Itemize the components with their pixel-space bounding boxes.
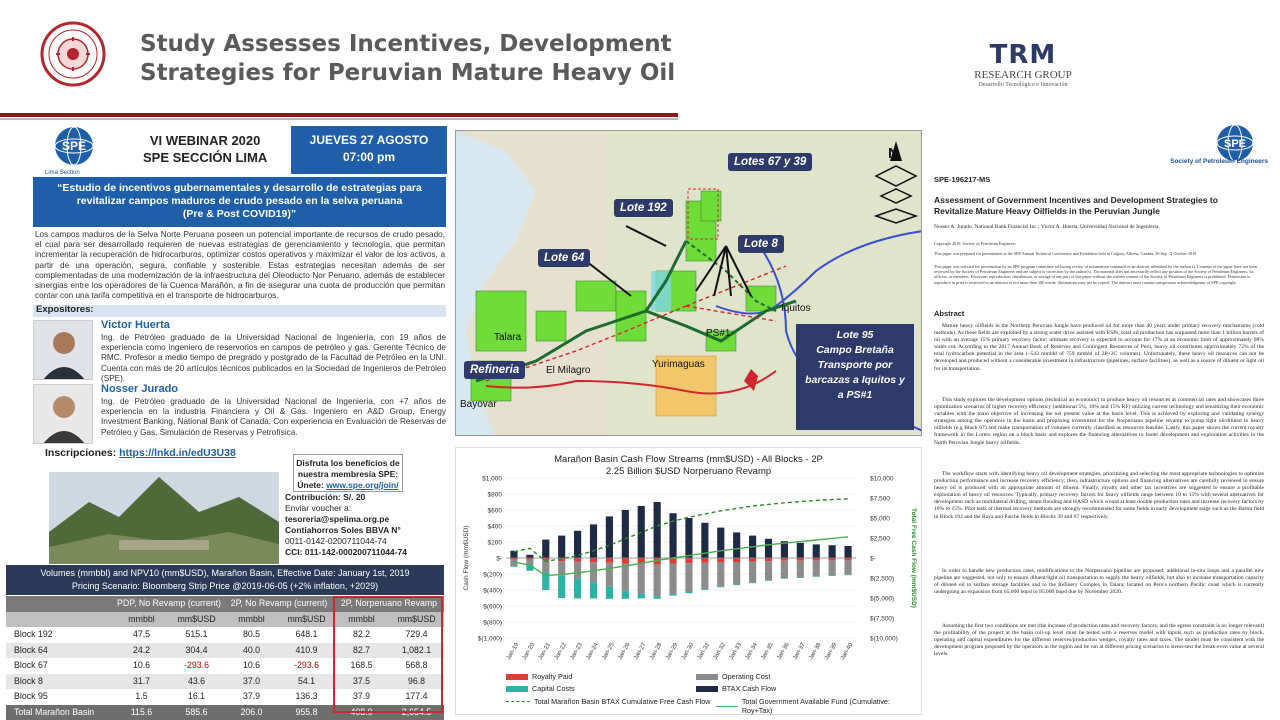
- paper-title: Assessment of Government Incentives and Development Strategies to Revitalize Mature Heavy Oilfields in the Peruvian Jungle: [934, 195, 1218, 216]
- y-tick-label: $(400): [483, 587, 502, 595]
- webinar-flyer: [33, 122, 446, 564]
- table-cell: -293.6: [184, 660, 209, 670]
- table-cell: 37.0: [242, 675, 261, 686]
- bar-opex: [669, 564, 676, 594]
- town-talara: Talara: [494, 332, 522, 343]
- y2-tick-label: $(5,000): [870, 595, 895, 603]
- bar-capex: [701, 589, 708, 590]
- bar-opex: [749, 562, 756, 583]
- x-tick-label: Jan-22: [553, 642, 569, 661]
- lote95-line-1: Lote 95: [836, 329, 874, 341]
- unit-header: mmbbl: [128, 613, 155, 624]
- bar-opex: [574, 562, 581, 579]
- x-tick-label: Jan-39: [824, 642, 839, 661]
- paper-authors: Nosser A. Jurado, National Bank Financial Inc.; Victor A. Huerta, Universidad Nacional de Ingenieria: [934, 224, 1159, 230]
- x-tick-label: Jan-26: [617, 642, 632, 661]
- x-tick-label: Jan-29: [664, 642, 680, 661]
- x-tick-label: Jan-19: [505, 642, 521, 661]
- spe-globe-icon: [49, 124, 99, 170]
- bar-opex: [558, 561, 565, 575]
- paper-paragraph: In order to handle new production rates, modifications to the Norperuano pipeline are proposed; additional in-situ loops and a parallel new pipeline are suggested, not only to ensure diluent/light oil transportation to supply the heavy oilfields, but also to increase transportation capacity of diluted oil to surface storage facilities and to the Refinery Complex in Talara; located on Peru's northern Pacific coast which is currently undergoing an expansion from 65,000 bopd to 95,000 bopd due by November 2020.: [934, 568, 1264, 596]
- bar-capex: [606, 587, 613, 599]
- table-cell: 410.9: [295, 644, 318, 655]
- paper-paragraph: Assuming the first two conditions are met (the increase of production rates and recovery factors, and the egress constraint is no longer relevant) the profitability of the project at the basin roll-up level must be tested with a reserves model with inputs such as production rates by block, operating and capital expenditures for the different reserves/production wedges, royalty rates and taxes. The model must be consistent with the development program proposed by the operators in the region and be run at different pricing scenarios to stress-test the break-even value at several levels.: [934, 623, 1264, 658]
- bar-royalty: [733, 558, 740, 562]
- pay-account: 0011-0142-0200711044-74: [285, 536, 387, 546]
- paper-copyright: Copyright 2019, Society of Petroleum Engineers: [934, 241, 1016, 246]
- paper-paragraph: The workflow starts with identifying heavy oil development strategies, prioritizing and selecting the most appropriate technologies to optimize production performance and increase recovery efficiency; then, infrastructure options and financing alternatives are carefully reviewed to ensure heavy oil is produced with an appropriate amount of diluent. Finally, royalty and other tax incentives are suggested to ensure a profitable exploitation of heavy oil resources. Typically, primary recovery factors for heavy oilfields range between 10 to 15% with several alternatives for development such as multilateral drilling, steam flooding and HASD which would at least double production rates and increase recovery factors by 10% to 15%. Pilot tests of thermal recovery methods are strongly recommended for some fields in early development stage such as the Bartra field in Block 192 and the Raya and Paiche fields in Blocks 39 and 67 respectively.: [934, 471, 1264, 520]
- speaker-1-name: Victor Huerta: [101, 319, 170, 331]
- table-cell: 37.5: [352, 675, 371, 686]
- table-cell: 304.4: [185, 644, 208, 655]
- table-cell: 37.9: [242, 691, 261, 701]
- trm-logo: [968, 42, 1078, 96]
- unit-header: mm$USD: [397, 613, 436, 624]
- table-cell: 16.1: [187, 691, 206, 701]
- title-line-1: Study Assesses Incentives, Development: [140, 31, 672, 57]
- topic-line-1: “Estudio de incentivos gubernamentales y desarrollo de estrategias para: [57, 182, 422, 194]
- legend-swatch: [696, 674, 718, 680]
- table-cell: 515.1: [185, 629, 208, 639]
- map-label-lote8: Lote 8: [738, 235, 784, 253]
- bar-royalty: [829, 558, 836, 560]
- map-label-lote192: Lote 192: [614, 199, 673, 217]
- map-label-lote64: Lote 64: [538, 249, 590, 267]
- paper-prepared: This paper was prepared for presentation at the SPE Annual Technical Conference and Exhibition held in Calgary, Alberta, Canada, 30 Sep - 2 October 2019.: [934, 251, 1198, 256]
- table-cell: 136.3: [295, 691, 318, 701]
- legend-opex: Operating Cost: [696, 672, 770, 681]
- highlight-box: [333, 596, 443, 713]
- speaker-1-bio: Ing. de Petróleo graduado de la Universidad Nacional de Ingeniería, con 19 años de experiencia como ingeniero de reservorios en campos de petróleo y gas. Gerente Técnico de RMC. Profesor a medio tiempo de pregrado y postgrado de la Facultad de Petróleo en la UNI. Cuenta con más de 20 artículos técnicos publicados en la Sociedad de Ingenieros de Petróleo (SPE).: [101, 333, 446, 383]
- table-cell: 10.6: [242, 660, 261, 670]
- bar-opex: [844, 560, 851, 574]
- y2-tick-label: $-: [870, 555, 876, 563]
- bar-royalty: [813, 558, 820, 560]
- y2-tick-label: $(2,500): [870, 575, 895, 583]
- x-tick-label: Jan-33: [728, 642, 744, 661]
- group-header-2: 2P, No Revamp (current): [230, 598, 328, 608]
- map-label-lote95: [796, 324, 914, 430]
- x-tick-label: Jan-21: [537, 642, 553, 661]
- webinar-date: [291, 126, 447, 174]
- lote95-line-4: barcazas a Iquitos y: [805, 374, 905, 386]
- y-tick-label: $800: [487, 491, 502, 499]
- table-cell: 585.6: [185, 706, 208, 717]
- pay-email: tesoreria@spelima.org.pe: [285, 514, 390, 524]
- machu-picchu-photo: [49, 472, 279, 564]
- lote95-line-5: a PS#1: [837, 389, 873, 401]
- registration-label: Inscripciones:: [45, 447, 117, 459]
- y-tick-label: $1,000: [482, 475, 502, 483]
- table-cell: 115.6: [130, 706, 153, 717]
- legend-royalty: Royalty Paid: [506, 672, 572, 681]
- bar-btax: [685, 518, 692, 558]
- unit-header: mm$USD: [177, 613, 216, 624]
- x-tick-label: Jan-34: [744, 642, 759, 661]
- x-tick-label: Jan-40: [839, 642, 855, 661]
- chart-title-2: 2.25 Billion $USD Norperuano Revamp: [605, 466, 772, 477]
- bar-btax: [797, 543, 804, 558]
- speakers-heading: Expositores:: [33, 305, 446, 317]
- unit-header: mmbbl: [348, 613, 375, 624]
- y2-tick-label: $5,000: [870, 515, 890, 523]
- bar-btax: [590, 524, 597, 558]
- bar-btax: [669, 513, 676, 558]
- table-cell: 54.1: [297, 675, 316, 686]
- bar-btax: [654, 502, 661, 558]
- legend-cum-btax: Total Marañon Basin BTAX Cumulative Free Cash Flow: [506, 697, 710, 706]
- bar-btax: [558, 536, 565, 558]
- map-label-lotes67: Lotes 67 y 39: [728, 153, 812, 171]
- bar-btax: [510, 551, 517, 558]
- bar-btax: [574, 531, 581, 558]
- legend-swatch: [716, 706, 738, 707]
- bar-capex: [638, 594, 645, 599]
- trm-logo-tagline: Desarrollo Tecnológico e Innovación: [978, 82, 1068, 88]
- trm-logo-mark: TRM: [989, 40, 1057, 70]
- bar-royalty: [797, 558, 804, 561]
- bar-btax: [606, 516, 613, 558]
- y-tick-label: $-: [496, 555, 502, 563]
- paper-review-note: This paper was selected for presentation by an SPE program committee following review of information contained in an abstract submitted by the author(s). Contents of the paper have not been reviewed by the Society of Petroleum Engineers and are subject to correction by the author(s). The material does not necessarily reflect any position of the Society of Petroleum Engineers, its officers, or members. Electronic reproduction, distribution, or storage of any part of this paper without the written consent of the Society of Petroleum Engineers is prohibited. Permission to reproduce in print is restricted to an abstract of not more than 300 words; illustrations may not be copied. The abstract must contain conspicuous acknowledgment of SPE copyright.: [934, 264, 1258, 285]
- y2-axis-label: Total Free Cash Flow (mm$USD): [910, 508, 917, 608]
- bar-opex: [701, 563, 708, 589]
- x-tick-label: Jan-23: [569, 642, 584, 661]
- membership-box: [293, 454, 403, 492]
- bar-opex: [685, 563, 692, 592]
- bar-btax: [733, 532, 740, 558]
- chart-plot: [456, 448, 923, 673]
- trm-logo-subtitle: RESEARCH GROUP: [974, 69, 1072, 81]
- bar-opex: [717, 562, 724, 586]
- bar-btax: [844, 546, 851, 558]
- table-cell: -293.6: [294, 660, 319, 670]
- payment-info: [285, 492, 445, 558]
- table-cell: 648.1: [295, 629, 318, 639]
- bar-opex: [733, 562, 740, 584]
- uni-seal-logo: [40, 18, 106, 96]
- x-tick-label: Jan-36: [776, 642, 791, 661]
- bar-capex: [574, 578, 581, 598]
- speaker-2-photo: [33, 384, 93, 444]
- table-cell: 47.5: [132, 629, 151, 639]
- volumes-title-2: Pricing Scenario: Bloomberg Strip Price @2019-06-05 (+2% inflation, +2029): [71, 581, 379, 591]
- lote95-line-3: Transporte por: [817, 359, 893, 371]
- bar-opex: [542, 560, 549, 572]
- y2-tick-label: $10,000: [870, 475, 894, 483]
- x-tick-label: Jan-32: [712, 642, 728, 661]
- speaker-1-photo: [33, 320, 93, 380]
- webinar-abstract: Los campos maduros de la Selva Norte Peruana poseen un potencial importante de recursos de crudo pesado, el cual para ser desarrollado requieren de nuevas estrategias de gerenciamiento y tecnología, que permitan incrementar la recuperación de hidrocarburos, optimizar costos operativos y maximizar el valor de los activos, a partir de una operación, segura, confiable y sostenible. Estas estrategias necesitan además de ser complementadas de una modernización de la infraestructura del Oleoducto Nor Peruano, además de establecer sinergias entre los operadores de la Cuenca Marañón, a fin de asegurar una cuota de producción que permitan contar con una tarifa competitiva en el transporte de hidrocarburos.: [35, 230, 445, 301]
- table-cell: 206.0: [240, 706, 263, 717]
- speaker-2-bio: Ing. de Petróleo graduado de la Universidad Nacional de Ingeniería, con +7 años de experiencia en la industria Financiera y Oil & Gas. Ingeniero en A&D Group, Energy Investment Banking, National Bank of Canada. Con experiencia en Evaluación de Reservas de Petróleo y Gas, Simulación de Reservas y Petrofísica.: [101, 397, 446, 437]
- y2-tick-label: $2,500: [870, 535, 890, 543]
- svg-text:SPE: SPE: [61, 139, 87, 153]
- table-cell: 10.6: [132, 660, 151, 670]
- chart-title-1: Marañon Basin Cash Flow Streams (mm$USD) - All Blocks - 2P: [554, 454, 823, 465]
- bar-opex: [813, 560, 820, 576]
- row-label: Block 192: [14, 629, 53, 639]
- unit-header: mmbbl: [238, 613, 265, 624]
- bar-capex: [669, 594, 676, 596]
- volumes-title-1: Volumes (mmbbl) and NPV10 (mm$USD), Marañon Basin, Effective Date: January 1st, 2019: [40, 568, 410, 578]
- spe-paper-page: [928, 118, 1268, 718]
- spe-society-label: Society of Petroleum Engineers: [1170, 158, 1268, 165]
- topic-line-2: revitalizar campos maduros de crudo pesado en la selva peruana: [76, 195, 403, 207]
- title-divider-gray: [0, 118, 678, 120]
- bar-opex: [829, 560, 836, 575]
- webinar-topic-banner: [33, 177, 446, 227]
- x-tick-label: Jan-37: [792, 642, 807, 661]
- bar-royalty: [574, 558, 581, 562]
- bar-opex: [622, 564, 629, 591]
- legend-cum-gov: Total Government Available Fund (Cumulative: Roy+Tax): [716, 697, 906, 715]
- bar-capex: [685, 592, 692, 593]
- bar-capex: [749, 582, 756, 583]
- bar-opex: [526, 560, 533, 565]
- x-tick-label: Jan-35: [760, 642, 775, 661]
- svg-text:SPE: SPE: [1223, 138, 1247, 150]
- paper-paragraph: Mature heavy oilfields in the Northern Peruvian Jungle have produced oil for more than 40 years under primary recovery mechanisms (cold methods). As these fields are exploited by a strong water drive assisted with ESPs, total oil production has surpassed more than 1 billion barrels of oil with an average 15% primary recovery factor; ultimate recovery is expected to account for 17% at an economic limit of approximately 98% water cut. According to the 2017 Annual Book of Reserves and Contingent Resources of Peru, heavy oil contributes approximately 72% of the total hydrocarbon potential in the area (~543 mmbbl of 759 mmbbl of 2P+2C volumes). Unfortunately, these heavy oil resources can not be developed and produced without a considerable investment in infrastructure (pipelines, surface facilities), as well as a source of diluent or light oil for its transportation.: [934, 323, 1264, 372]
- legend-swatch: [696, 686, 718, 692]
- bar-opex: [638, 564, 645, 594]
- registration-link[interactable]: https://lnkd.in/edU3U38: [119, 447, 236, 459]
- row-label: Block 64: [14, 644, 48, 655]
- legend-swatch: [506, 701, 530, 702]
- y2-tick-label: $(7,500): [870, 615, 895, 623]
- title-divider-red: [0, 113, 678, 117]
- membership-line-3: [294, 480, 402, 491]
- table-cell: 24.2: [132, 644, 151, 655]
- bar-btax: [717, 528, 724, 558]
- bar-capex: [622, 591, 629, 599]
- bar-btax: [622, 510, 629, 558]
- pay-bank: Contiahorros Soles BBVA N°: [285, 525, 401, 535]
- spe-section-label: Lima Section: [45, 170, 80, 176]
- bar-capex: [717, 586, 724, 587]
- x-tick-label: Jan-20: [521, 642, 537, 661]
- bar-btax: [526, 555, 533, 558]
- group-header-1: PDP, No Revamp (current): [117, 598, 221, 608]
- x-tick-label: Jan-31: [696, 642, 712, 661]
- group-header-3: 2P, Norperuano Revamp: [340, 598, 438, 608]
- bar-capex: [590, 582, 597, 598]
- legend-swatch: [506, 674, 528, 680]
- table-cell: 408.9: [350, 706, 373, 717]
- table-cell: 568.8: [405, 660, 428, 670]
- town-yurimaguas: Yurimaguas: [652, 359, 705, 370]
- x-tick-label: Jan-25: [601, 642, 616, 661]
- table-cell: 80.5: [242, 629, 261, 639]
- y-axis-label: Cash Flow (mm$USD): [463, 525, 470, 591]
- webinar-date-time: 07:00 pm: [342, 150, 396, 164]
- x-tick-label: Jan-27: [633, 642, 648, 661]
- north-label: N: [888, 145, 899, 162]
- lote95-line-2: Campo Bretaña: [816, 344, 894, 356]
- table-cell: 82.2: [352, 629, 371, 639]
- row-label: Block 8: [14, 675, 43, 686]
- membership-line-1: Disfruta los beneficios de: [296, 458, 400, 468]
- bar-royalty: [781, 558, 788, 561]
- title-line-2: Strategies for Peruvian Mature Heavy Oil: [140, 60, 676, 86]
- y-tick-label: $(200): [483, 571, 502, 579]
- x-tick-label: Jan-28: [649, 642, 664, 661]
- town-iquitos: Iquitos: [781, 303, 811, 314]
- bar-capex: [558, 576, 565, 598]
- bar-opex: [797, 561, 804, 578]
- bar-royalty: [749, 558, 756, 562]
- x-tick-label: Jan-24: [585, 642, 600, 661]
- table-cell: 1.5: [135, 691, 148, 701]
- unit-header: mm$USD: [287, 613, 326, 624]
- table-cell: 177.4: [405, 691, 428, 701]
- membership-line-2: nuestra membresía SPE:: [297, 469, 399, 479]
- legend-btax: BTAX Cash Flow: [696, 684, 776, 693]
- y-tick-label: $400: [487, 523, 502, 531]
- table-cell: 1,082.1: [401, 644, 432, 655]
- legend-capex: Capital Costs: [506, 684, 575, 693]
- row-label: Total Marañon Basin: [14, 706, 95, 717]
- bar-royalty: [701, 558, 708, 563]
- x-tick-label: Jan-30: [680, 642, 696, 661]
- y2-tick-label: $7,500: [870, 495, 890, 503]
- bar-royalty: [844, 558, 851, 560]
- bar-royalty: [606, 558, 613, 563]
- town-elmilagro: El Milagro: [546, 365, 591, 376]
- y2-tick-label: $(10,000): [870, 635, 898, 643]
- bar-opex: [781, 561, 788, 579]
- y-tick-label: $200: [487, 539, 502, 547]
- membership-link[interactable]: www.spe.org/join/: [326, 480, 399, 490]
- table-cell: 729.4: [405, 629, 428, 639]
- registration-line: [45, 448, 236, 458]
- bar-royalty: [685, 558, 692, 563]
- bar-opex: [765, 561, 772, 580]
- peru-basin-map: [455, 130, 922, 436]
- webinar-title-2: SPE SECCIÓN LIMA: [143, 150, 268, 165]
- abstract-heading: Abstract: [934, 309, 965, 318]
- table-cell: 2,654.5: [401, 706, 432, 717]
- bar-capex: [654, 596, 661, 598]
- table-cell: 168.5: [350, 660, 373, 670]
- bar-opex: [606, 563, 613, 587]
- pay-contribution: Contribución: S/. 20: [285, 492, 366, 502]
- cash-flow-chart: [455, 447, 922, 715]
- bar-opex: [590, 562, 597, 582]
- bar-opex: [654, 564, 661, 596]
- membership-join-label: Únete:: [297, 480, 327, 490]
- town-bayovar: Bayovar: [460, 399, 497, 410]
- pay-send: Enviar voucher a:: [285, 503, 352, 513]
- table-cell: 40.0: [242, 644, 261, 655]
- bar-royalty: [590, 558, 597, 562]
- bar-royalty: [717, 558, 724, 562]
- row-label: Block 67: [14, 660, 48, 670]
- bar-royalty: [622, 558, 629, 564]
- bar-capex: [510, 566, 517, 567]
- bar-btax: [829, 545, 836, 558]
- legend-swatch: [506, 686, 528, 692]
- bar-btax: [813, 544, 820, 558]
- y-tick-label: $600: [487, 507, 502, 515]
- table-cell: 82.7: [352, 644, 371, 655]
- paper-id: SPE-196217-MS: [934, 175, 991, 184]
- webinar-title: [143, 132, 267, 166]
- table-cell: 96.8: [407, 675, 426, 686]
- speaker-2-name: Nosser Jurado: [101, 383, 179, 395]
- webinar-title-1: VI WEBINAR 2020: [149, 133, 261, 148]
- bar-btax: [542, 540, 549, 558]
- table-cell: 43.6: [187, 675, 206, 686]
- topic-line-3: (Pre & Post COVID19)”: [182, 208, 297, 220]
- y-tick-label: $(800): [483, 619, 502, 627]
- x-tick-label: Jan-38: [808, 642, 823, 661]
- bar-royalty: [542, 558, 549, 560]
- y-tick-label: $(1,000): [477, 635, 502, 643]
- row-label: Block 95: [14, 691, 48, 701]
- bar-capex: [733, 584, 740, 585]
- map-label-refineria: Refineria: [464, 361, 525, 379]
- bar-royalty: [765, 558, 772, 561]
- paper-paragraph: This study explores the development options (technical an economic) to produce heavy oil resources at commercial rates and showcases three optimization scenarios of higher recovery efficiency (additional 5%, 10% and 15% RF) utilizing current technology and sensitizing their economic variables with the main objective of increasing the net present value at the basin level. This is achieved by exploring and validating synergy strategies among the operators in the basin and proposing investment for the Norperuano pipeline revamp to pump light oil/diluent to heavy oilfields (e.g Block 67) and make transportation of volumes currently classified as resources feasible. Lastly, this paper shows the current royalty framework in the Loreto region on a block basis and explores the financing alternatives to foster development and exploration activities in the North Peruvian Jungle heavy oilfields.: [934, 397, 1264, 446]
- table-cell: 955.8: [295, 706, 318, 717]
- webinar-date-day: JUEVES 27 AGOSTO: [309, 133, 429, 147]
- volumes-table-title: [6, 565, 444, 595]
- bar-btax: [765, 539, 772, 558]
- table-cell: 37.9: [352, 691, 371, 701]
- y-tick-label: $(600): [483, 603, 502, 611]
- table-cell: 31.7: [132, 675, 151, 686]
- pay-cci: CCI: 011-142-000200711044-74: [285, 547, 407, 557]
- town-ps1: PS#1: [706, 328, 731, 339]
- page-title: [140, 30, 675, 88]
